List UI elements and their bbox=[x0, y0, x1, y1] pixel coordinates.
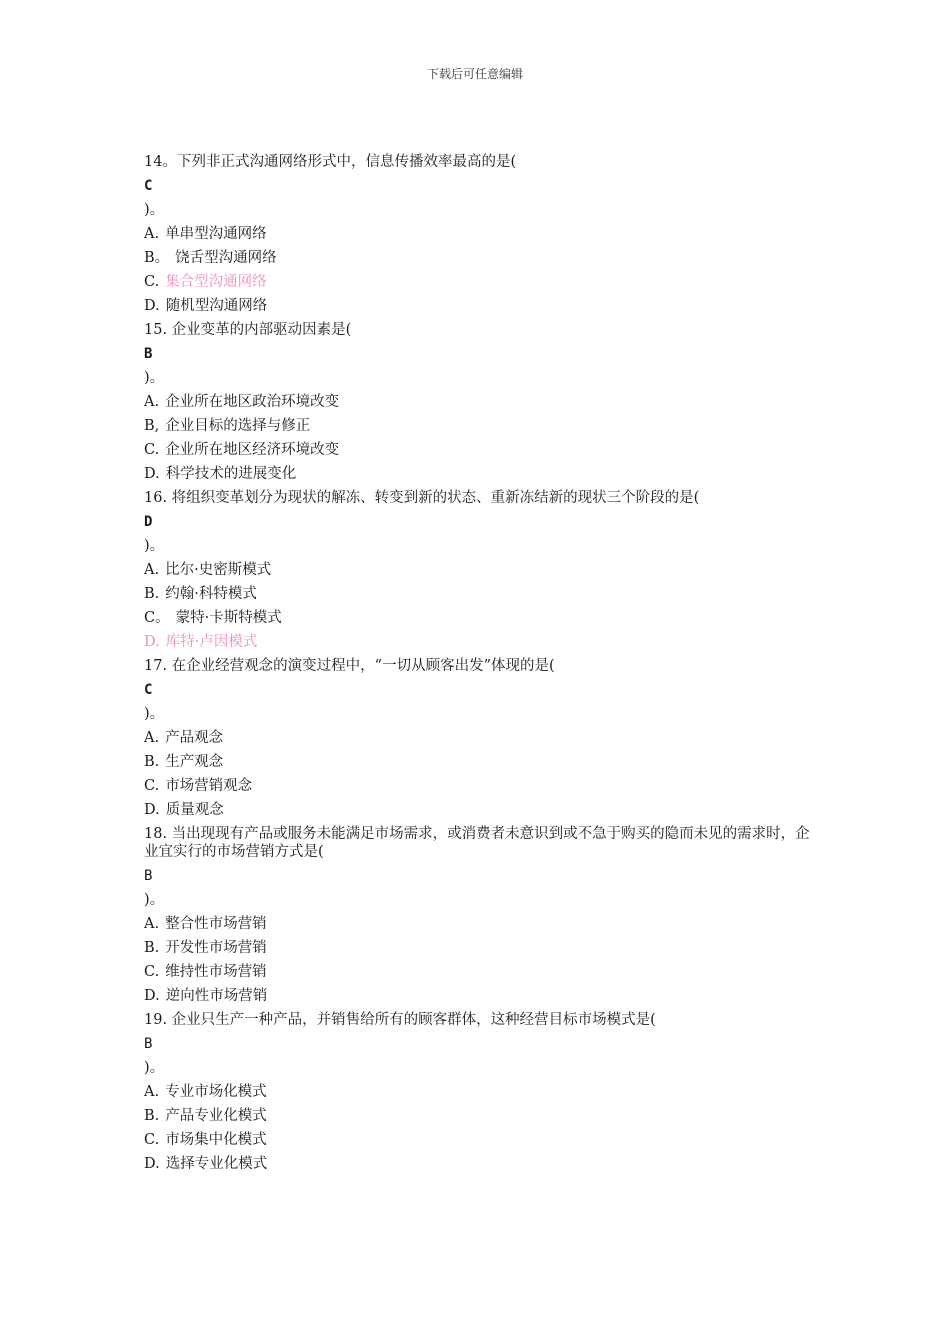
answer-close: )。 bbox=[144, 892, 165, 908]
question-stem: 19. 企业只生产一种产品，并销售给所有的顾客群体，这种经营目标市场模式是( bbox=[144, 1012, 656, 1028]
question-17 bbox=[144, 654, 824, 822]
option-b: B。 饶舌型沟通网络 bbox=[144, 250, 277, 266]
option-d: D. 逆向性市场营销 bbox=[144, 988, 268, 1004]
question-list bbox=[144, 150, 824, 1176]
option-d: D. 质量观念 bbox=[144, 802, 224, 818]
option-a: A. 企业所在地区政治环境改变 bbox=[144, 394, 340, 410]
option-d: D. 选择专业化模式 bbox=[144, 1156, 268, 1172]
option-b: B. 产品专业化模式 bbox=[144, 1108, 267, 1124]
answer-letter: C bbox=[144, 682, 153, 698]
option-a: A. 专业市场化模式 bbox=[144, 1084, 267, 1100]
option-b: B. 生产观念 bbox=[144, 754, 224, 770]
question-stem: 15. 企业变革的内部驱动因素是( bbox=[144, 322, 352, 338]
option-d: D. 科学技术的进展变化 bbox=[144, 466, 297, 482]
question-18 bbox=[144, 822, 824, 1008]
question-stem: 14。下列非正式沟通网络形式中，信息传播效率最高的是( bbox=[144, 154, 517, 170]
highlighted-option-text: 集合型沟通网络 bbox=[165, 274, 267, 290]
answer-close: )。 bbox=[144, 370, 165, 386]
answer-close: )。 bbox=[144, 1060, 165, 1076]
option-c: C. 市场集中化模式 bbox=[144, 1132, 267, 1148]
highlighted-option-text: 库特·卢因模式 bbox=[165, 634, 258, 650]
option-a: A. 单串型沟通网络 bbox=[144, 226, 267, 242]
option-b: B. 开发性市场营销 bbox=[144, 940, 267, 956]
option-a: A. 产品观念 bbox=[144, 730, 224, 746]
option-c: C. 企业所在地区经济环境改变 bbox=[144, 442, 340, 458]
option-c: C. 集合型沟通网络 bbox=[144, 274, 267, 290]
option-a: A. 比尔·史密斯模式 bbox=[144, 562, 272, 578]
option-c: C. 维持性市场营销 bbox=[144, 964, 267, 980]
answer-letter: D bbox=[144, 514, 153, 530]
answer-letter: C bbox=[144, 178, 153, 194]
question-16 bbox=[144, 486, 824, 654]
page-header: 下载后可任意编辑 bbox=[426, 67, 523, 81]
question-stem: 17. 在企业经营观念的演变过程中，“一切从顾客出发”体现的是( bbox=[144, 658, 555, 674]
option-d: D. 随机型沟通网络 bbox=[144, 298, 268, 314]
answer-letter: B bbox=[144, 1036, 153, 1052]
question-19 bbox=[144, 1008, 824, 1176]
answer-close: )。 bbox=[144, 706, 165, 722]
option-c: C。 蒙特·卡斯特模式 bbox=[144, 610, 282, 626]
answer-close: )。 bbox=[144, 202, 165, 218]
answer-letter: B bbox=[144, 868, 153, 884]
answer-close: )。 bbox=[144, 538, 165, 554]
question-stem: 16. 将组织变革划分为现状的解冻、转变到新的状态、重新冻结新的现状三个阶段的是( bbox=[144, 490, 700, 506]
question-stem: 18. 当出现现有产品或服务未能满足市场需求，或消费者未意识到或不急于购买的隐而未见的需求时，企业宜实行的市场营销方式是( bbox=[144, 826, 810, 860]
question-14 bbox=[144, 150, 824, 318]
option-b: B, 企业目标的选择与修正 bbox=[144, 418, 311, 434]
option-a: A. 整合性市场营销 bbox=[144, 916, 267, 932]
option-c: C. 市场营销观念 bbox=[144, 778, 253, 794]
answer-letter: B bbox=[144, 346, 153, 362]
option-d: D. 库特·卢因模式 bbox=[144, 634, 258, 650]
question-15 bbox=[144, 318, 824, 486]
option-b: B. 约翰·科特模式 bbox=[144, 586, 257, 602]
